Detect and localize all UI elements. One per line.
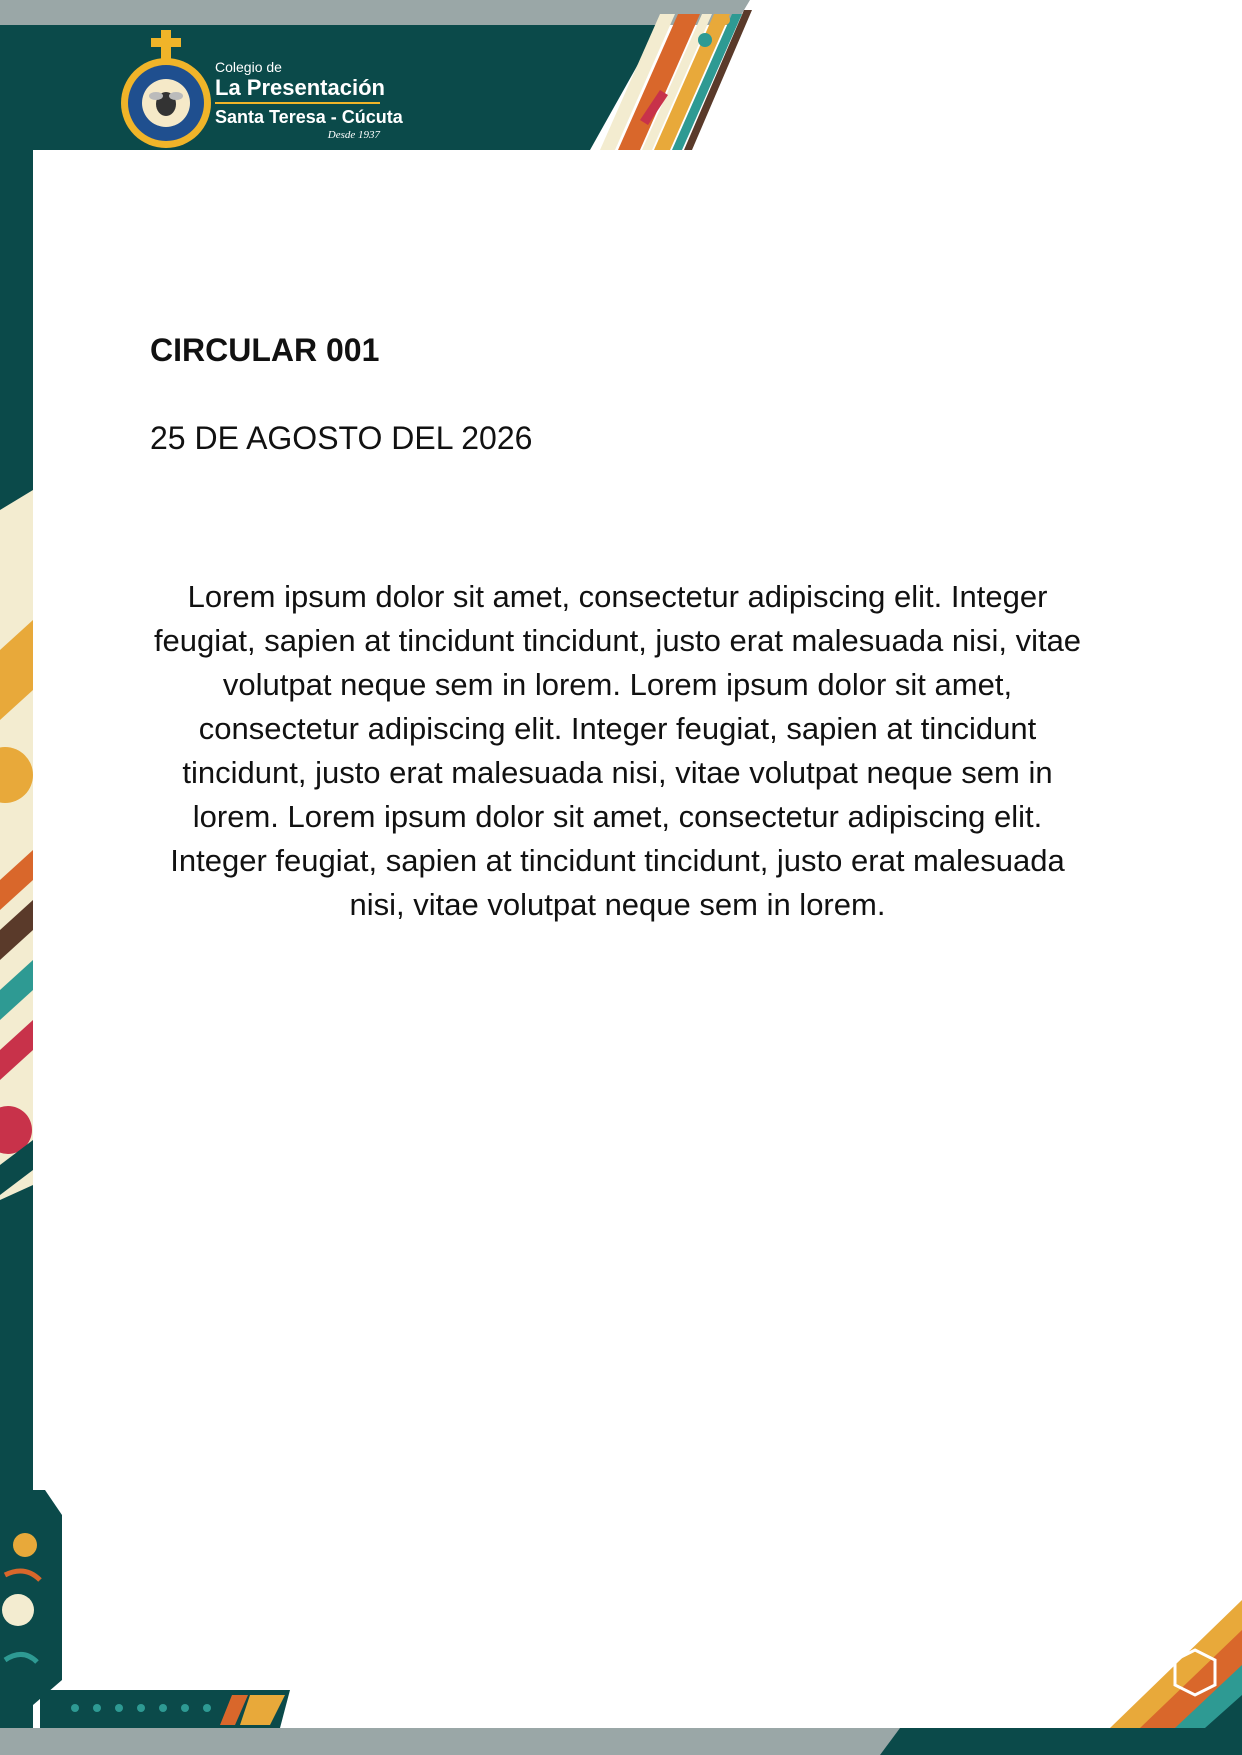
school-logo-text [215,60,403,141]
left-side-pattern [0,490,33,1200]
logo-line-4: Desde 1937 [327,129,380,141]
document-title: CIRCULAR 001 [150,332,380,368]
logo-line-3: Santa Teresa - Cúcuta [215,107,403,127]
bottom-left-ornament [0,1490,62,1705]
top-gray-band [0,0,750,25]
logo-line-2: La Presentación [215,75,385,100]
bottom-strip [40,1690,290,1728]
document-body: Lorem ipsum dolor sit amet, consectetur adipiscing elit. Integer feugiat, sapien at tincidunt tincidunt, justo erat malesuada nisi, vitae volutpat neque sem in lorem. Lorem ipsum dolor sit amet, consectetur adipiscing elit. Integer feugiat, sapien at tincidunt tincidunt, justo erat malesuada nisi, vitae volutpat neque sem in lorem. Lorem ipsum dolor sit amet, consectetur adipiscing elit. Integer feugiat, sapien at tincidunt tincidunt, justo erat malesuada nisi, vitae volutpat neque sem in lorem. [153,579,1082,922]
bottom-teal-band [880,1728,1242,1755]
bottom-right-ornament [1110,1600,1242,1728]
logo-line-1: Colegio de [215,59,282,75]
document-date: 25 DE AGOSTO DEL 2026 [150,420,533,456]
logo-divider [215,102,380,104]
